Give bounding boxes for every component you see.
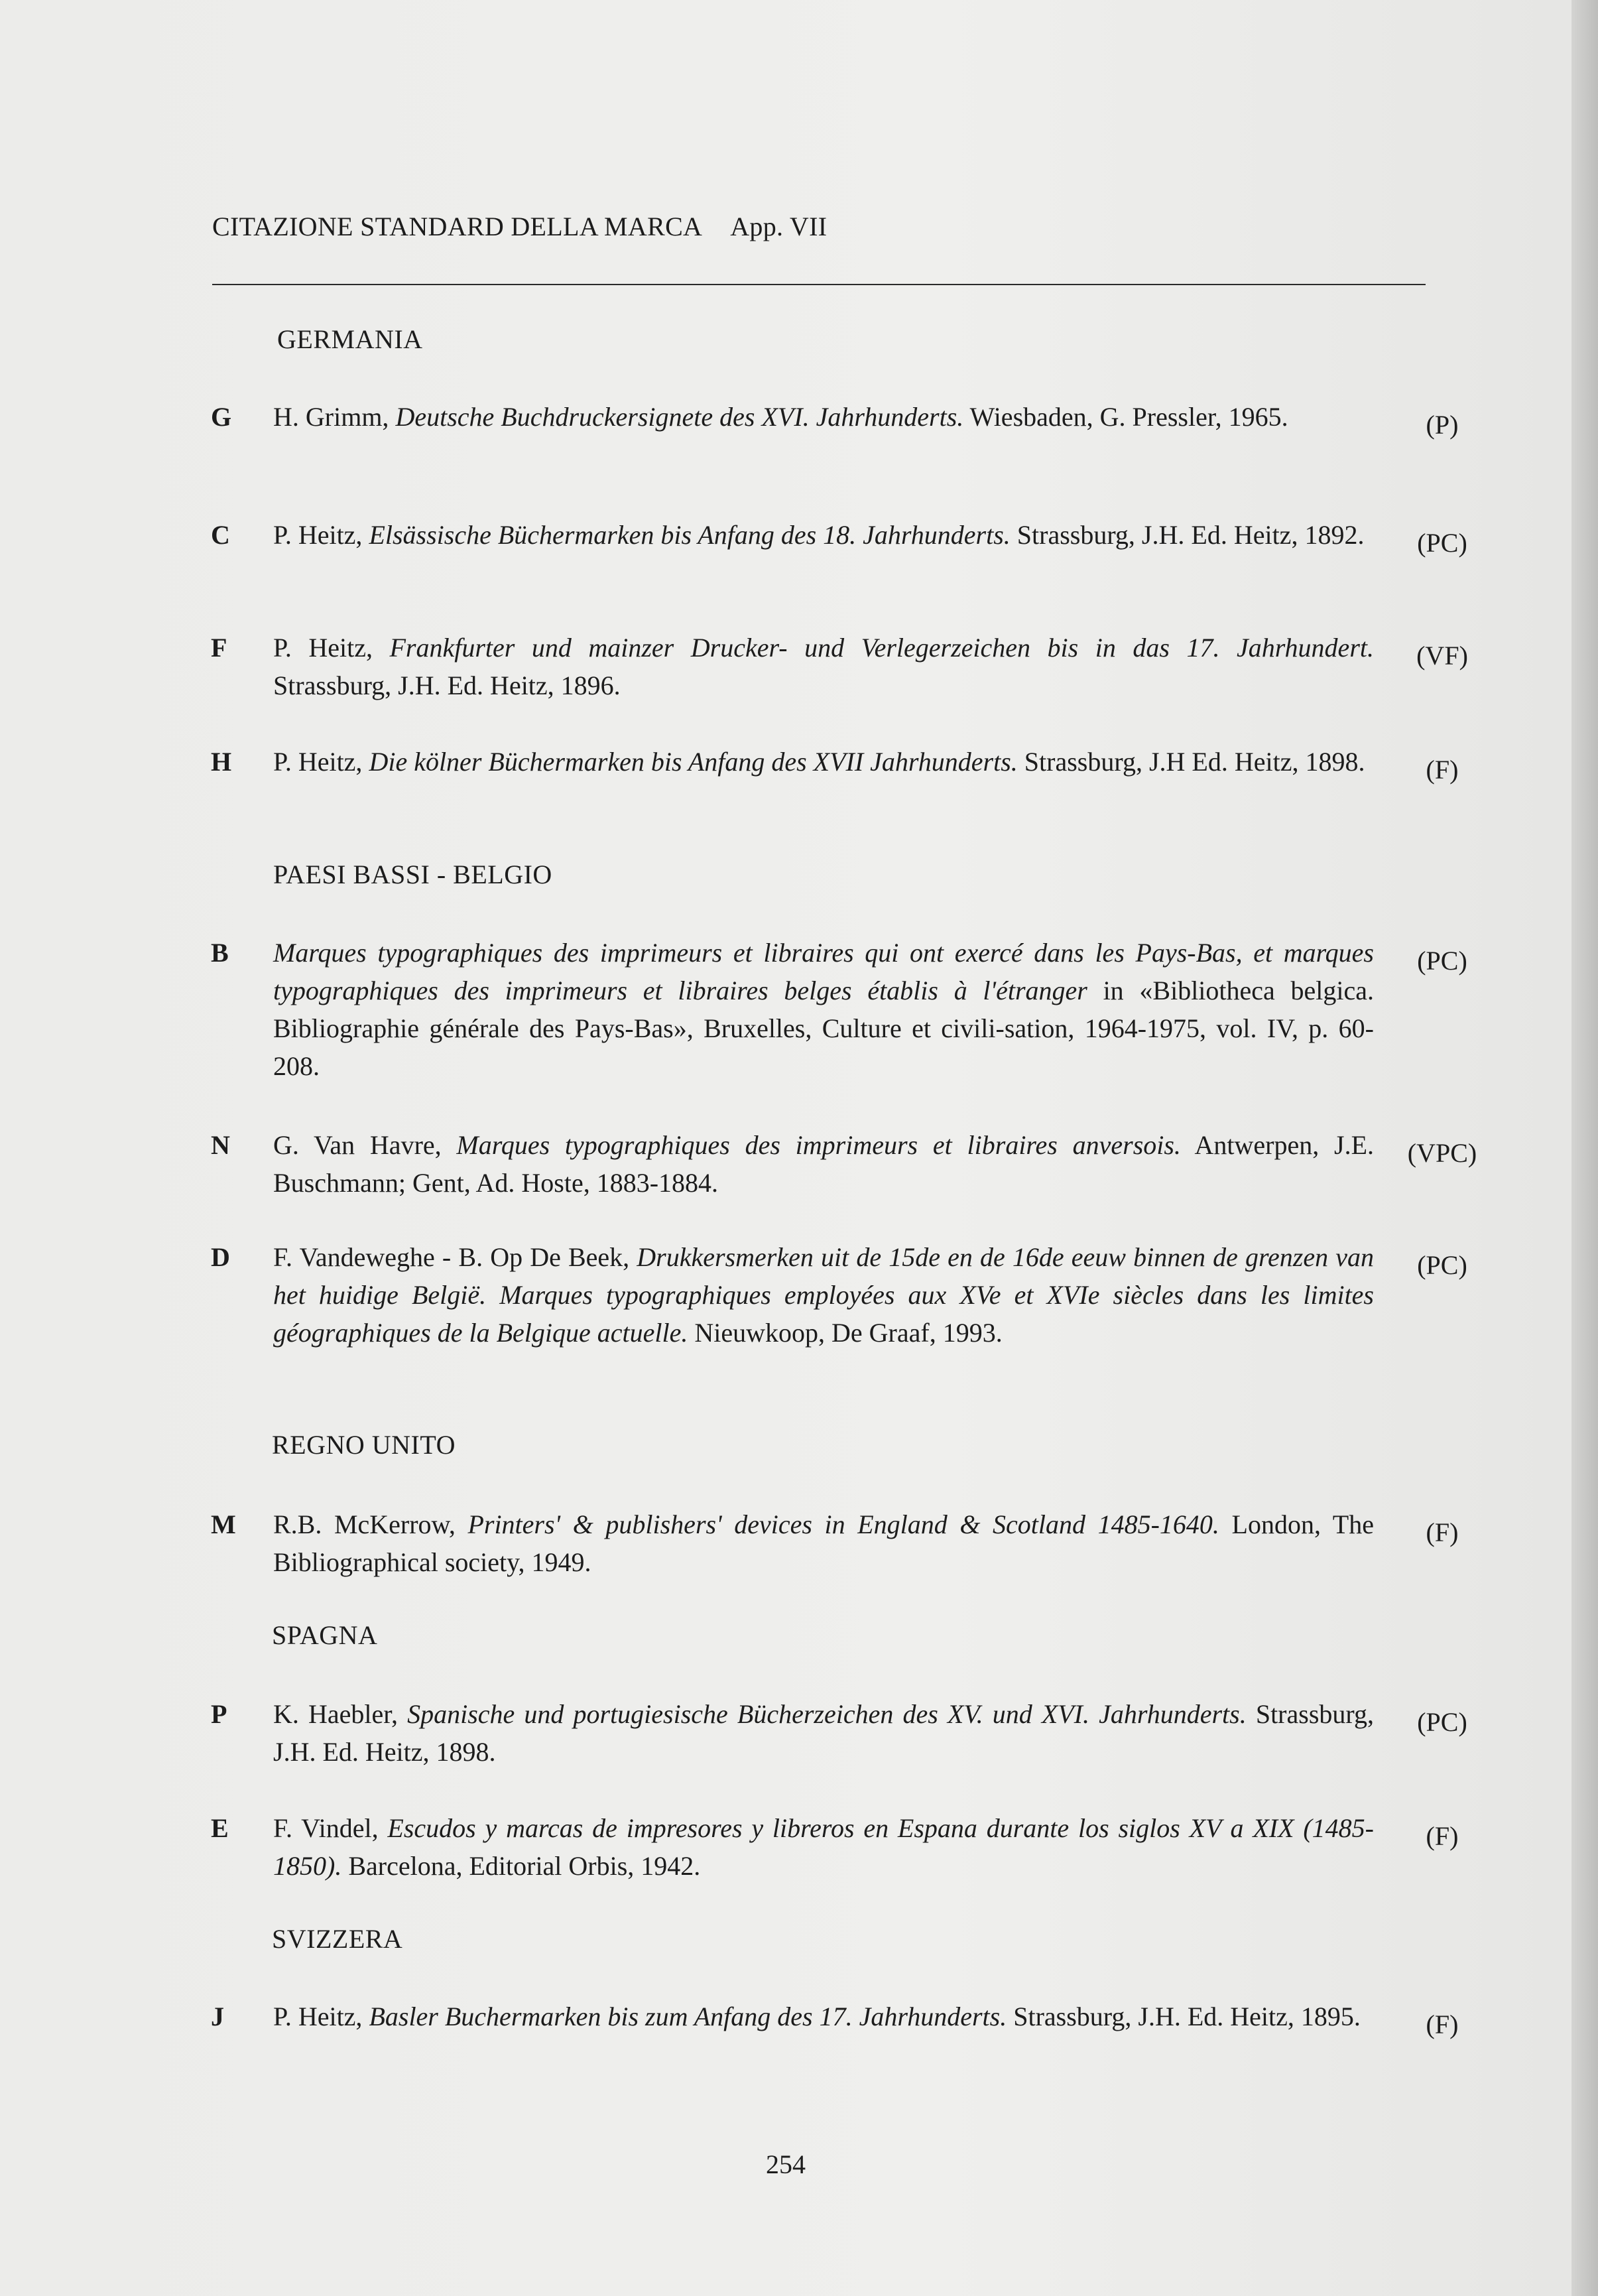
section-heading-paesi-bassi: PAESI BASSI - BELGIO bbox=[273, 860, 552, 889]
type-code: (PC) bbox=[1417, 946, 1467, 976]
citation: F. Vindel, Escudos y marcas de impresores y libreros en Espana durante los siglos XV a XIX (1485-1850). Barcelona, Editorial Orbis, 1942. bbox=[273, 1813, 1374, 1881]
sigla: N bbox=[211, 1130, 230, 1160]
citation: F. Vandeweghe - B. Op De Beek, Drukkersmerken uit de 15de en de 16de eeuw binnen de grenzen van het huidige België. Marques typographiques employées aux XVe et XVIe siècles dans les limites géographiques de la Belgique actuelle. Nieuwkoop, De Graaf, 1993. bbox=[273, 1242, 1374, 1348]
type-code: (F) bbox=[1426, 1517, 1459, 1547]
citation: P. Heitz, Basler Buchermarken bis zum Anfang des 17. Jahrhunderts. Strassburg, J.H. Ed. Heitz, 1895. bbox=[273, 2002, 1361, 2031]
sigla: B bbox=[211, 938, 229, 968]
citation: K. Haebler, Spanische und portugiesische Bücherzeichen des XV. und XVI. Jahrhunderts. Strassburg, J.H. Ed. Heitz, 1898. bbox=[273, 1699, 1374, 1767]
citation: P. Heitz, Die kölner Büchermarken bis Anfang des XVII Jahrhunderts. Strassburg, J.H Ed. Heitz, 1898. bbox=[273, 747, 1365, 777]
sigla: D bbox=[211, 1242, 230, 1272]
type-code: (F) bbox=[1426, 755, 1459, 785]
type-code: (P) bbox=[1426, 410, 1459, 440]
sigla: H bbox=[211, 747, 232, 777]
citation: G. Van Havre, Marques typographiques des imprimeurs et libraires anversois. Antwerpen, J.E. Buschmann; Gent, Ad. Hoste, 1883-1884. bbox=[273, 1130, 1374, 1198]
sigla: F bbox=[211, 633, 227, 663]
running-head-title: CITAZIONE STANDARD DELLA MARCA bbox=[212, 212, 703, 241]
sigla: E bbox=[211, 1813, 229, 1843]
section-heading-svizzera: SVIZZERA bbox=[272, 1924, 403, 1954]
citation: Marques typographiques des imprimeurs et libraires qui ont exercé dans les Pays-Bas, et marques typographiques des imprimeurs et libraires belges établis à l'étranger in «Bibliotheca belgica. Bibliographie générale des Pays-Bas», Bruxelles, Culture et civili-sation, 1964-1975, vol. IV, p. 60-208. bbox=[273, 938, 1374, 1081]
section-heading-germania: GERMANIA bbox=[277, 324, 423, 354]
page-number: 254 bbox=[766, 2149, 806, 2179]
running-head-appendix: App. VII bbox=[730, 212, 828, 241]
section-heading-spagna: SPAGNA bbox=[272, 1620, 378, 1650]
type-code: (VPC) bbox=[1407, 1138, 1477, 1168]
page-edge bbox=[1571, 0, 1598, 2296]
citation: H. Grimm, Deutsche Buchdruckersignete des XVI. Jahrhunderts. Wiesbaden, G. Pressler, 1965. bbox=[273, 402, 1288, 432]
sigla: G bbox=[211, 402, 232, 432]
citation: P. Heitz, Elsässische Büchermarken bis Anfang des 18. Jahrhunderts. Strassburg, J.H. Ed. Heitz, 1892. bbox=[273, 520, 1365, 550]
sigla: P bbox=[211, 1699, 227, 1729]
type-code: (PC) bbox=[1417, 1250, 1467, 1280]
type-code: (PC) bbox=[1417, 528, 1467, 558]
sigla: C bbox=[211, 520, 230, 550]
citation: R.B. McKerrow, Printers' & publishers' devices in England & Scotland 1485-1640. London, The Bibliographical society, 1949. bbox=[273, 1509, 1374, 1577]
running-head bbox=[212, 211, 827, 242]
sigla: J bbox=[211, 2002, 224, 2031]
type-code: (VF) bbox=[1416, 641, 1468, 670]
section-heading-regno-unito: REGNO UNITO bbox=[272, 1430, 456, 1460]
type-code: (F) bbox=[1426, 2009, 1459, 2039]
header-rule bbox=[212, 284, 1426, 285]
sigla: M bbox=[211, 1509, 236, 1539]
citation: P. Heitz, Frankfurter und mainzer Drucker- und Verlegerzeichen bis in das 17. Jahrhundert. Strassburg, J.H. Ed. Heitz, 1896. bbox=[273, 633, 1374, 700]
type-code: (F) bbox=[1426, 1821, 1459, 1851]
type-code: (PC) bbox=[1417, 1707, 1467, 1737]
